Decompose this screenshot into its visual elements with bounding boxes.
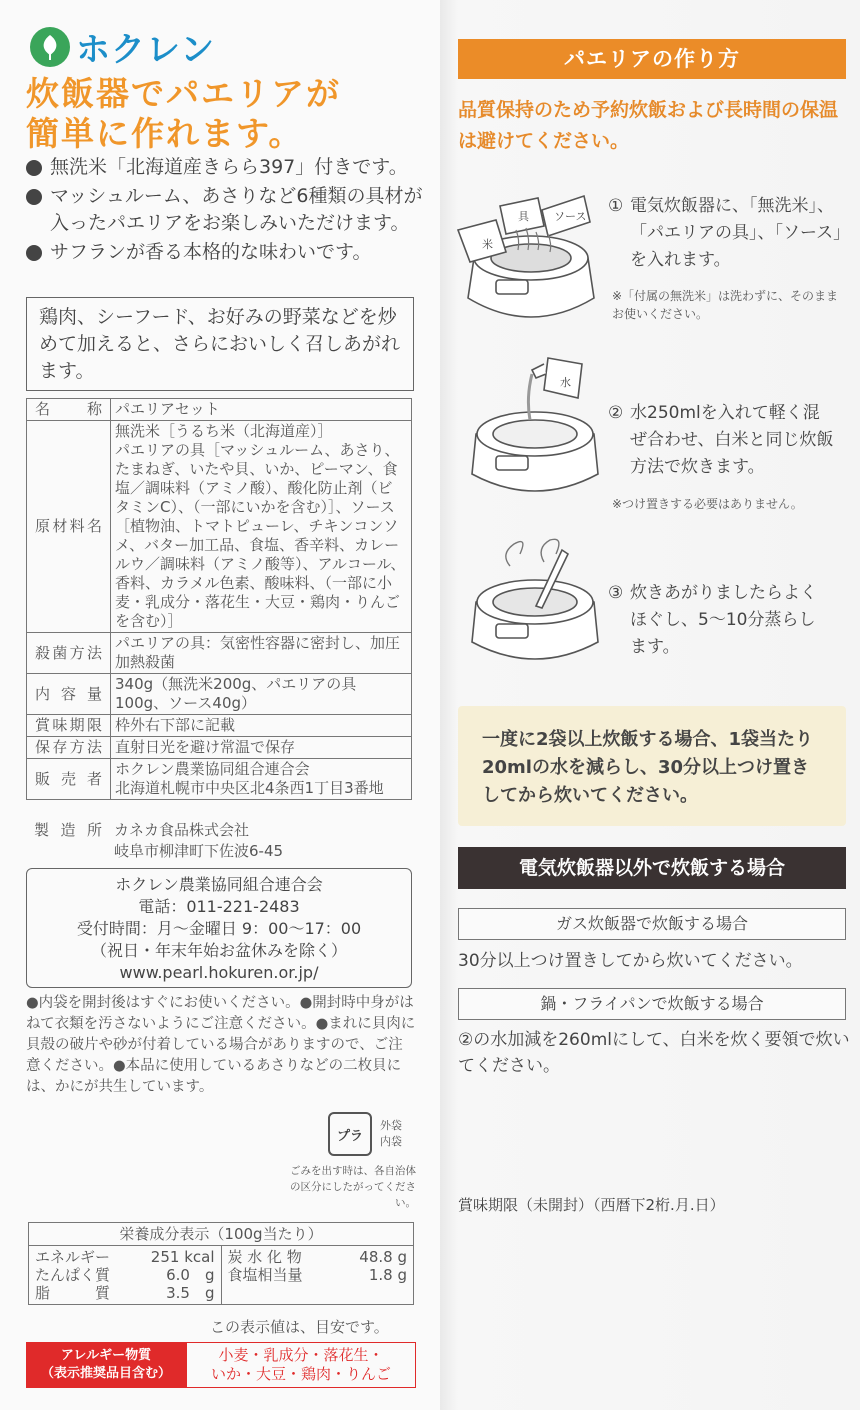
nutrient-name: 炭 水 化 物 bbox=[227, 1248, 302, 1266]
contact-phone: 電話：011-221-2483 bbox=[138, 897, 300, 916]
allergy-label bbox=[26, 1342, 186, 1388]
info-key: 内 容 量 bbox=[27, 674, 111, 715]
multi-bag-tip: 一度に2袋以上炊飯する場合、1袋当たり20mlの水を減らし、30分以上つけ置きしてから炊いてください。 bbox=[458, 706, 846, 826]
info-key: 販 売 者 bbox=[27, 759, 111, 800]
info-value: 枠外右下部に記載 bbox=[111, 715, 412, 737]
caution-notes: ●内袋を開封後はすぐにお使いください。●開封時中身がはねて衣類を汚さないようにご注意ください。●まれに貝肉に貝殻の破片や砂が付着している場合がありますので、ご注意ください。●本品に使用しているあさりなどの二枚貝には、かにが共生しています。 bbox=[26, 995, 416, 1095]
rice-packet-label: 米 bbox=[482, 238, 493, 251]
nutrition-row bbox=[35, 1248, 215, 1266]
step-number: ② bbox=[608, 403, 624, 423]
step-number: ③ bbox=[608, 583, 624, 603]
allergy-items bbox=[186, 1342, 416, 1388]
nutrient-name: エネルギー bbox=[35, 1248, 111, 1266]
table-row bbox=[27, 715, 412, 737]
step-text: ます。 bbox=[630, 637, 680, 657]
step-text: ほぐし、5～10分蒸らし bbox=[630, 610, 816, 630]
rice-cooker-add-icon bbox=[456, 188, 606, 330]
contact-holidays: （祝日・年末年始お盆休みを除く） bbox=[90, 941, 347, 960]
contact-url[interactable]: www.pearl.hokuren.or.jp/ bbox=[119, 963, 319, 982]
headline-line1: 炊飯器でパエリアが bbox=[26, 74, 341, 113]
step-2 bbox=[608, 400, 834, 481]
info-key: 保存方法 bbox=[27, 737, 111, 759]
allergy-label-line1: アレルギー物質 bbox=[60, 1348, 152, 1363]
allergy-box bbox=[26, 1342, 416, 1388]
pan-text: ②の水加減を260mlにして、白米を炊く要領で炊いてください。 bbox=[458, 1030, 850, 1076]
rice-cooker-water-icon bbox=[470, 350, 600, 502]
info-key: 名 称 bbox=[27, 399, 111, 421]
feature-item: 無洗米「北海道産きらら397」付きです。 bbox=[24, 154, 424, 181]
nutrient-name: たんぱく質 bbox=[35, 1266, 111, 1284]
step-text: を入れます。 bbox=[630, 250, 731, 270]
allergy-label-line2: （表示推奨品目含む） bbox=[40, 1366, 171, 1381]
nutrition-row bbox=[228, 1266, 408, 1284]
step-1 bbox=[608, 193, 850, 274]
step-text: ぜ合わせ、白米と同じ炊飯 bbox=[630, 430, 834, 450]
table-row bbox=[27, 399, 412, 421]
nutrient-value: 251 kcal bbox=[150, 1248, 215, 1266]
contact-hours: 受付時間：月～金曜日 9：00～17：00 bbox=[76, 919, 362, 938]
table-row bbox=[27, 421, 412, 633]
nutrient-value: 1.8 g bbox=[368, 1266, 407, 1284]
table-row bbox=[27, 737, 412, 759]
table-row bbox=[27, 633, 412, 674]
leaf-icon bbox=[30, 27, 70, 67]
rice-cooker-steam-icon bbox=[470, 536, 600, 666]
table-row bbox=[27, 674, 412, 715]
brand-logo bbox=[30, 22, 215, 71]
maker-key: 製 造 所 bbox=[34, 821, 102, 839]
ingredients-packet-label: 具 bbox=[518, 210, 529, 223]
table-row bbox=[27, 759, 412, 800]
nutrient-value: 6.0 g bbox=[166, 1266, 215, 1284]
nutrition-note: この表示値は、目安です。 bbox=[210, 1318, 389, 1336]
step-text: 水250mlを入れて軽く混 bbox=[630, 403, 820, 423]
best-before-label: 賞味期限（未開封）（西暦下2桁.月.日） bbox=[458, 1196, 725, 1214]
disposal-note: ごみを出す時は、各自治体の区分にしたがってください。 bbox=[290, 1165, 416, 1209]
step-3 bbox=[608, 580, 817, 661]
manufacturer bbox=[26, 820, 412, 862]
allergy-items-line1: 小麦・乳成分・落花生・ bbox=[218, 1346, 384, 1364]
recycle-mark bbox=[328, 1112, 402, 1156]
recycle-labels bbox=[380, 1118, 402, 1150]
step-text: 炊きあがりましたらよく bbox=[630, 583, 817, 603]
info-key: 賞味期限 bbox=[27, 715, 111, 737]
nutrition-title: 栄養成分表示（100g当たり） bbox=[29, 1223, 414, 1246]
nutrient-value: 48.8 g bbox=[359, 1248, 407, 1266]
allergy-items-line2: いか・大豆・鶏肉・りんご bbox=[210, 1365, 391, 1383]
step-2-note: ※つけ置きする必要はありません。 bbox=[612, 497, 803, 511]
brand-name: ホクレン bbox=[76, 30, 216, 70]
info-value: 直射日光を避け常温で保存 bbox=[111, 737, 412, 759]
nutrition-row bbox=[35, 1266, 215, 1284]
nutrition-table bbox=[28, 1222, 414, 1305]
info-value: パエリアの具：気密性容器に密封し、加圧加熱殺菌 bbox=[111, 633, 412, 674]
nutrition-right bbox=[221, 1246, 414, 1305]
pla-recycle-icon: プラ bbox=[328, 1112, 372, 1156]
sauce-packet-label: ソース bbox=[554, 210, 587, 223]
info-value: ホクレン農業協同組合連合会 北海道札幌市中央区北4条西1丁目3番地 bbox=[111, 759, 412, 800]
gas-cooker-title: ガス炊飯器で炊飯する場合 bbox=[458, 908, 846, 940]
nutrition-row bbox=[35, 1284, 215, 1302]
info-key: 殺菌方法 bbox=[27, 633, 111, 674]
feature-item: マッシュルーム、あさりなど6種類の具材が入ったパエリアをお楽しみいただけます。 bbox=[24, 183, 424, 237]
step-number: ① bbox=[608, 196, 624, 216]
info-value: 無洗米［うるち米（北海道産）］ パエリアの具［マッシュルーム、あさり、たまねぎ、いたや貝、いか、ピーマン、食塩／調味料（アミノ酸）、酸化防止剤（ビタミンC）、（一部にいかを含む）］、ソース［植物油、トマトピューレ、チキンコンソメ、バター加工品、食塩、香辛料、カレールウ／調味料（アミノ酸等）、アルコール、香料、カラメル色素、酸味料、（一部に小麦・乳成分・落花生・大豆・鶏肉・りんごを含む）］ bbox=[111, 421, 412, 633]
info-key: 原材料名 bbox=[27, 421, 111, 633]
nutrient-value: 3.5 g bbox=[166, 1284, 215, 1302]
info-value: パエリアセット bbox=[111, 399, 412, 421]
step-text: 電気炊飯器に、「無洗米」、 bbox=[630, 196, 834, 216]
nutrition-left bbox=[29, 1246, 222, 1305]
pan-title: 鍋・フライパンで炊飯する場合 bbox=[458, 988, 846, 1020]
nutrition-row bbox=[228, 1248, 408, 1266]
headline bbox=[26, 74, 341, 154]
headline-line2: 簡単に作れます。 bbox=[26, 114, 304, 153]
contact-org: ホクレン農業協同組合連合会 bbox=[115, 875, 323, 894]
info-value: 340g（無洗米200g、パエリアの具100g、ソース40g） bbox=[111, 674, 412, 715]
howto-title: パエリアの作り方 bbox=[458, 39, 846, 79]
feature-item: サフランが香る本格的な味わいです。 bbox=[24, 239, 424, 266]
cooking-tip-box: 鶏肉、シーフード、お好みの野菜などを炒めて加えると、さらにおいしく召しあがれます。 bbox=[26, 297, 414, 391]
other-cooker-title: 電気炊飯器以外で炊飯する場合 bbox=[458, 847, 846, 889]
gas-cooker-text: 30分以上つけ置きしてから炊いてください。 bbox=[458, 951, 803, 971]
outer-bag-label: 外袋 bbox=[380, 1119, 402, 1132]
step-text: 方法で炊きます。 bbox=[630, 457, 765, 477]
nutrient-name: 脂 質 bbox=[35, 1284, 111, 1302]
storage-warning: 品質保持のため予約炊飯および長時間の保温は避けてください。 bbox=[458, 99, 839, 152]
inner-bag-label: 内袋 bbox=[380, 1135, 402, 1148]
contact-box bbox=[26, 868, 412, 988]
nutrient-name: 食塩相当量 bbox=[227, 1266, 303, 1284]
product-info-table bbox=[26, 398, 412, 800]
maker-value: カネカ食品株式会社 岐阜市柳津町下佐波6-45 bbox=[114, 821, 284, 860]
feature-list bbox=[24, 154, 424, 268]
water-label: 水 bbox=[560, 376, 571, 389]
step-text: 「パエリアの具」、「ソース」 bbox=[630, 223, 851, 243]
step-1-note: ※「付属の無洗米」は洗わずに、そのままお使いください。 bbox=[612, 289, 839, 321]
